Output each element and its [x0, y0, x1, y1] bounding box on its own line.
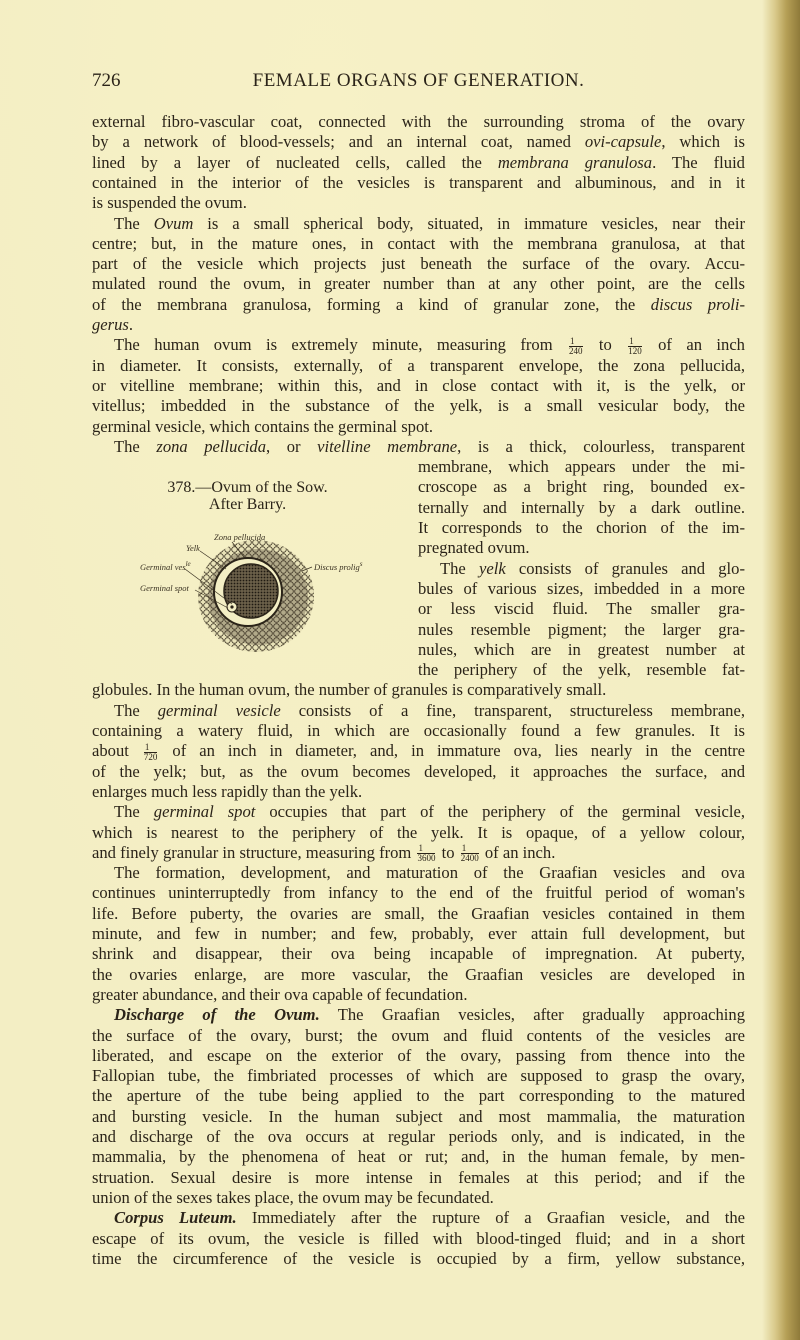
text-run: pregnated ovum. [418, 538, 530, 558]
text-run: of an inch. [480, 842, 556, 862]
text-run: minute, and few in number; and few, probably, ever attain full development, but [92, 924, 745, 943]
text-line [92, 376, 745, 396]
fraction [417, 844, 435, 863]
text-run: The Graafian vesicles, after gradually approaching [319, 1005, 745, 1025]
text-line [92, 985, 745, 1005]
text-line [92, 1066, 745, 1086]
text-line [92, 1107, 745, 1127]
text-run: which is nearest to the periphery of the yelk. It is opaque, of a yellow colour, [92, 822, 745, 842]
text-line [92, 112, 745, 132]
text-run: lined by a layer of nucleated cells, called the [92, 152, 498, 172]
text-line [92, 924, 745, 944]
text-line [92, 274, 745, 294]
text-line [92, 883, 745, 903]
text-line [92, 762, 745, 782]
text-run: struation. Sexual desire is more intense in females at this period; and if the [92, 1167, 745, 1187]
text-run: enlarges much less rapidly than the yelk. [92, 781, 363, 801]
text-run: The [114, 802, 154, 822]
text-line [92, 214, 745, 234]
text-run: about [92, 741, 142, 761]
text-run: and finely granular in structure, measuring from [92, 842, 416, 862]
label-germinal-vesicle-text: Germinal ves [140, 561, 186, 572]
italic-term: yelk [479, 558, 506, 578]
fraction-denominator: 2400 [460, 853, 479, 864]
text-run: Fallopian tube, the fimbriated processes of which are supposed to grasp the ovary, [92, 1066, 745, 1086]
text-line [92, 132, 745, 152]
text-run: and discharge of the ova occurs at regular periods only, and is indicated, in the [92, 1127, 745, 1146]
text-line [92, 823, 745, 843]
text-run: . [128, 315, 134, 334]
text-run: external fibro-vascular coat, connected with the surrounding stroma of the ovary [92, 112, 745, 131]
text-line [92, 1005, 745, 1025]
text-run: is a small spherical body, situated, in immature vesicles, near their [193, 213, 746, 233]
text-run: centre; but, in the mature ones, in contact with the membrana granulosa, at that [92, 233, 745, 253]
text-run: , or [266, 436, 318, 456]
text-run: bules of various sizes, imbedded in a more [418, 578, 745, 598]
fraction-numerator: 1 [461, 844, 479, 854]
text-run: . The fluid [652, 152, 745, 172]
fraction-denominator: 120 [628, 345, 642, 356]
figure-caption-credit: After Barry. [208, 496, 287, 513]
text-line [92, 1127, 745, 1147]
germinal-spot [230, 605, 233, 608]
text-run: The formation, development, and maturation of the Graafian vesicles and ova [114, 863, 745, 883]
text-line [92, 944, 745, 964]
text-run: nules, which are in greatest number at [418, 639, 745, 659]
text-run: membrane, which appears under the mi- [418, 457, 745, 477]
book-gutter-edge [762, 0, 800, 1340]
text-line [92, 1249, 745, 1269]
text-line [92, 802, 745, 822]
text-line [92, 1229, 745, 1249]
text-line [92, 1168, 745, 1188]
fraction-denominator: 720 [143, 751, 158, 762]
text-line [92, 193, 745, 213]
italic-term: discus proli- [650, 294, 745, 314]
italic-term: ovi-capsule [584, 132, 662, 152]
fraction-denominator: 3600 [417, 853, 436, 864]
text-run: in diameter. It consists, externally, of a transparent envelope, the zona pellucida, [92, 355, 745, 375]
text-run: the periphery of the yelk, resemble fat- [418, 660, 745, 680]
text-run: The [114, 700, 158, 720]
label-germinal-spot: Germinal spot [140, 583, 189, 593]
text-run: The [114, 213, 154, 233]
section-heading: Discharge of the Ovum. [114, 1005, 320, 1025]
fraction-numerator: 1 [569, 337, 583, 347]
text-run: to [584, 335, 627, 355]
italic-term: gerus [92, 315, 129, 334]
text-line [92, 1026, 745, 1046]
text-run: vitellus; imbedded in the substance of the yelk, is a small vesicular body, the [92, 396, 745, 416]
text-run: union of the sexes takes place, the ovum may be fecundated. [92, 1187, 494, 1207]
text-run: croscope as a bright ring, bounded ex- [418, 477, 745, 497]
fraction [569, 337, 583, 356]
text-line [92, 1086, 745, 1106]
text-run: The human ovum is extremely minute, measuring from [114, 335, 567, 355]
text-run: time the circumference of the vesicle is occupied by a firm, yellow substance, [92, 1248, 745, 1268]
text-line [92, 782, 745, 802]
label-discus-proligerus [314, 560, 363, 572]
text-line [418, 599, 745, 619]
label-discus-text: Discus prolig [314, 561, 360, 572]
ovum-illustration [140, 525, 340, 665]
text-line [92, 965, 745, 985]
text-line [92, 863, 745, 883]
text-line [92, 417, 745, 437]
text-run: The [440, 558, 479, 578]
text-run: consists of a fine, transparent, structureless membrane, [280, 700, 745, 720]
text-run: nules resemble pigment; the larger gra- [418, 619, 745, 639]
label-yelk: Yelk [186, 543, 200, 553]
label-discus-sup: s [359, 560, 363, 568]
text-line [92, 173, 745, 193]
text-run: occupies that part of the periphery of the germinal vesicle, [255, 802, 745, 822]
fraction-numerator: 1 [144, 743, 158, 753]
text-run: or vitelline membrane; within this, and in close contact with it, is the yelk, or [92, 375, 745, 395]
text-line [92, 1046, 745, 1066]
text-run: liberated, and escape on the exterior of the ovary, passing from thence into the [92, 1045, 745, 1065]
fraction-numerator: 1 [417, 844, 435, 854]
text-run: of an inch in diameter, and, in immature ova, lies nearly in the centre [159, 741, 745, 761]
text-line [92, 335, 745, 355]
text-run: containing a watery fluid, in which are occasionally found a few granules. It is [92, 721, 745, 740]
italic-term: zona pellucida [156, 436, 267, 456]
text-run: , which is [661, 132, 745, 152]
text-line [418, 538, 745, 558]
text-run: ternally and internally by a dark outline. [418, 497, 745, 517]
text-run: of the membrana granulosa, forming a kind of granular zone, the [92, 294, 651, 314]
text-run: consists of granules and glo- [505, 558, 745, 578]
text-run: The [114, 436, 157, 456]
text-line [418, 477, 745, 497]
text-run: continues uninterruptedly from infancy to the end of the fruitful period of woman's [92, 883, 745, 903]
figure-caption [140, 479, 355, 513]
fraction-denominator: 240 [569, 345, 583, 356]
text-run: globules. In the human ovum, the number of granules is comparatively small. [92, 680, 607, 700]
text-run: It corresponds to the chorion of the im- [418, 518, 745, 537]
text-run: mulated round the ovum, in greater number than at any other point, are the cells [92, 274, 745, 294]
text-line [418, 498, 745, 518]
text-run: contained in the interior of the vesicles is transparent and albuminous, and in it [92, 172, 745, 192]
text-run: to [437, 842, 459, 862]
text-line [418, 518, 745, 538]
text-run: and bursting vesicle. In the human subject and most mammalia, the maturation [92, 1106, 745, 1126]
text-run: of the yelk; but, as the ovum becomes developed, it approaches the surface, and [92, 761, 745, 781]
text-run: mammalia, by the phenomena of heat or rut; and, in the human female, by men- [92, 1147, 745, 1167]
text-run: the surface of the ovary, burst; the ovum and fluid contents of the vesicles are [92, 1025, 745, 1045]
text-run: the ovaries enlarge, are more vascular, the Graafian vesicles are developed in [92, 964, 745, 984]
text-line [92, 721, 745, 741]
text-line [92, 356, 745, 376]
text-line [92, 153, 745, 173]
running-header [92, 70, 745, 94]
text-line [92, 315, 745, 335]
text-run: shrink and disappear, their ova being incapable of impregnation. At puberty, [92, 944, 745, 964]
italic-term: membrana granulosa [497, 152, 653, 172]
figure-caption-title: 378.—Ovum of the Sow. [167, 479, 328, 496]
italic-term: vitelline membrane [317, 436, 458, 456]
italic-term: germinal spot [153, 802, 256, 822]
text-line [92, 741, 745, 761]
page-number: 726 [92, 70, 121, 91]
text-line [418, 559, 745, 579]
text-run: part of the vesicle which projects just beneath the surface of the ovary. Accu- [92, 254, 745, 274]
label-zona-pellucida: Zona pellucida [214, 532, 266, 542]
text-line [418, 620, 745, 640]
fraction [144, 743, 158, 762]
text-line [92, 1147, 745, 1167]
chapter-title: FEMALE ORGANS OF GENERATION. [252, 70, 585, 91]
text-line [92, 1188, 745, 1208]
text-line [92, 295, 745, 315]
text-line [92, 1208, 745, 1228]
text-line [418, 640, 745, 660]
text-line [92, 437, 745, 457]
text-line [92, 701, 745, 721]
section-heading: Corpus Luteum. [114, 1208, 237, 1228]
text-run: , is a thick, colourless, transparent [457, 436, 745, 456]
text-line [418, 579, 745, 599]
text-run: of an inch [643, 335, 745, 355]
italic-term: germinal vesicle [157, 700, 281, 720]
text-run: is suspended the ovum. [92, 193, 247, 213]
text-run: by a network of blood-vessels; and an internal coat, named [92, 132, 585, 152]
text-line [92, 396, 745, 416]
text-line [418, 660, 745, 680]
text-run: greater abundance, and their ova capable of fecundation. [92, 984, 468, 1004]
label-germinal-vesicle-sup: le [185, 560, 191, 568]
text-run: Immediately after the rupture of a Graafian vesicle, and the [236, 1208, 745, 1228]
text-line [92, 843, 745, 863]
text-run: germinal vesicle, which contains the germinal spot. [92, 416, 433, 436]
label-germinal-vesicle [140, 560, 191, 572]
fraction [461, 844, 479, 863]
text-run: the aperture of the tube being applied to the part corresponding to the matured [92, 1086, 745, 1106]
text-line [92, 680, 745, 700]
fraction-numerator: 1 [628, 337, 642, 347]
text-run: life. Before puberty, the ovaries are small, the Graafian vesicles contained in them [92, 903, 745, 923]
text-run: or less viscid fluid. The smaller gra- [418, 599, 745, 619]
text-line [418, 457, 745, 477]
text-line [92, 904, 745, 924]
text-run: escape of its ovum, the vesicle is filled with blood-tinged fluid; and in a short [92, 1228, 745, 1248]
italic-term: Ovum [153, 213, 194, 233]
text-line [92, 254, 745, 274]
text-line [92, 234, 745, 254]
fraction [628, 337, 642, 356]
